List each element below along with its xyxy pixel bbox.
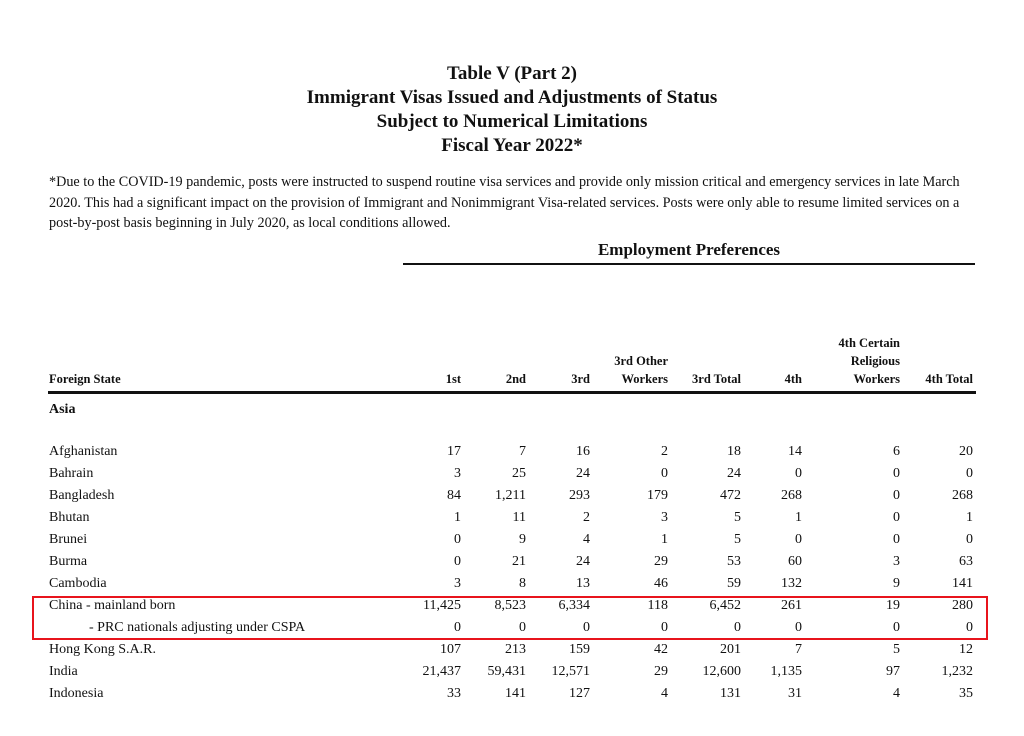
- foreign-state-name: - PRC nationals adjusting under CSPA: [89, 620, 306, 635]
- cell-fourth: 132: [781, 576, 802, 591]
- cell-third-total: 201: [720, 642, 741, 657]
- group-header-rule: [403, 263, 975, 265]
- cell-fourth: 0: [795, 466, 802, 481]
- cell-third-total: 472: [720, 488, 741, 503]
- cell-first: 11,425: [423, 598, 461, 613]
- foreign-state-name: Bahrain: [49, 466, 94, 481]
- cell-second: 25: [512, 466, 526, 481]
- cell-third-other-workers: 42: [654, 642, 668, 657]
- col-header-line: Religious: [850, 354, 900, 368]
- foreign-state-name: Hong Kong S.A.R.: [49, 642, 156, 657]
- cell-fourth-total: 0: [966, 532, 973, 547]
- cell-third-other-workers: 29: [654, 664, 668, 679]
- cell-third-other-workers: 179: [647, 488, 668, 503]
- cell-second: 59,431: [487, 664, 526, 679]
- cell-fourth-religious-workers: 9: [893, 576, 900, 591]
- fiscal-year: Fiscal Year 2022*: [441, 135, 583, 156]
- cell-third-other-workers: 118: [647, 598, 668, 613]
- cell-fourth-total: 0: [966, 620, 973, 635]
- cell-first: 21,437: [422, 664, 461, 679]
- cell-fourth: 0: [795, 532, 802, 547]
- cell-third: 16: [576, 444, 590, 459]
- cell-fourth-religious-workers: 19: [886, 598, 900, 613]
- cell-second: 11: [512, 510, 526, 525]
- header-rule: [48, 391, 976, 394]
- table-number: Table V (Part 2): [446, 63, 577, 84]
- cell-second: 141: [505, 686, 526, 701]
- foreign-state-name: Burma: [49, 554, 88, 569]
- cell-third-other-workers: 2: [661, 444, 668, 459]
- cell-third-other-workers: 0: [661, 620, 668, 635]
- col-header-foreign-state: Foreign State: [49, 372, 121, 386]
- table-title: Immigrant Visas Issued and Adjustments of Status: [306, 87, 718, 108]
- table-row: [0, 466, 1024, 488]
- cell-fourth-total: 141: [952, 576, 973, 591]
- cell-fourth-religious-workers: 0: [893, 466, 900, 481]
- col-header-line: 3rd Other: [614, 354, 668, 368]
- table-row: [0, 642, 1024, 664]
- cell-fourth: 0: [795, 620, 802, 635]
- cell-first: 0: [454, 620, 461, 635]
- cell-first: 1: [454, 510, 461, 525]
- cell-second: 7: [519, 444, 526, 459]
- cell-third: 2: [583, 510, 590, 525]
- cell-third: 4: [583, 532, 590, 547]
- table-subtitle: Subject to Numerical Limitations: [376, 111, 648, 132]
- cell-first: 0: [454, 532, 461, 547]
- table-row: [0, 686, 1024, 708]
- cell-first: 107: [440, 642, 461, 657]
- foreign-state-name: India: [49, 664, 78, 679]
- cell-fourth-religious-workers: 4: [893, 686, 900, 701]
- col-header-3rd-total: 3rd Total: [692, 372, 741, 386]
- cell-third-total: 53: [727, 554, 741, 569]
- cell-third: 12,571: [551, 664, 590, 679]
- cell-third-other-workers: 29: [654, 554, 668, 569]
- col-header-line: Workers: [853, 372, 900, 386]
- cell-first: 3: [454, 466, 461, 481]
- employment-preferences-header: Employment Preferences: [597, 240, 781, 259]
- cell-third-other-workers: 3: [661, 510, 668, 525]
- cell-fourth: 60: [788, 554, 802, 569]
- cell-second: 213: [505, 642, 526, 657]
- cell-fourth-total: 268: [952, 488, 973, 503]
- cell-first: 33: [447, 686, 461, 701]
- cell-fourth: 31: [788, 686, 802, 701]
- cell-third: 24: [576, 466, 590, 481]
- table-row: [0, 488, 1024, 510]
- table-title-block: [0, 62, 1024, 158]
- covid-footnote: *Due to the COVID-19 pandemic, posts were instructed to suspend routine visa services and provide only mission critical and emergency services in late March 2020. This had a significant impact on the provision of Immigrant and Nonimmigrant Visa-related services. Posts were only able to resume limited services on a post-by-post basis beginning in July 2020, as local conditions allowed.: [49, 174, 960, 231]
- cell-third-other-workers: 1: [661, 532, 668, 547]
- cell-first: 84: [447, 488, 461, 503]
- cell-fourth-religious-workers: 6: [893, 444, 900, 459]
- col-header-1st: 1st: [445, 372, 461, 386]
- cell-fourth: 1: [795, 510, 802, 525]
- cell-fourth-religious-workers: 97: [886, 664, 900, 679]
- cell-second: 1,211: [495, 488, 526, 503]
- cell-second: 9: [519, 532, 526, 547]
- col-header-4th-total: 4th Total: [925, 372, 973, 386]
- cell-fourth-total: 0: [966, 466, 973, 481]
- table-row: [0, 576, 1024, 598]
- table-row: [0, 664, 1024, 686]
- cell-third-total: 5: [734, 510, 741, 525]
- cell-third-other-workers: 46: [654, 576, 668, 591]
- cell-fourth-religious-workers: 0: [893, 488, 900, 503]
- cell-fourth-total: 20: [959, 444, 973, 459]
- cell-third-total: 5: [734, 532, 741, 547]
- cell-fourth-total: 280: [952, 598, 973, 613]
- cell-fourth-total: 35: [959, 686, 973, 701]
- cell-third: 159: [569, 642, 590, 657]
- cell-fourth: 268: [781, 488, 802, 503]
- cell-first: 3: [454, 576, 461, 591]
- cell-third: 0: [583, 620, 590, 635]
- table-row: [0, 444, 1024, 466]
- cell-third: 127: [569, 686, 590, 701]
- cell-third-total: 6,452: [709, 598, 741, 613]
- cell-third-total: 0: [734, 620, 741, 635]
- foreign-state-name: Cambodia: [49, 576, 107, 591]
- cell-third-other-workers: 4: [661, 686, 668, 701]
- cell-fourth-religious-workers: 0: [893, 510, 900, 525]
- col-header-line: Workers: [621, 372, 668, 386]
- cell-fourth-total: 12: [959, 642, 973, 657]
- foreign-state-name: Brunei: [49, 532, 88, 547]
- cell-second: 21: [512, 554, 526, 569]
- cell-third: 6,334: [558, 598, 590, 613]
- cell-fourth-religious-workers: 3: [893, 554, 900, 569]
- table-row: [0, 532, 1024, 554]
- cell-third-total: 12,600: [702, 664, 741, 679]
- cell-third-total: 24: [727, 466, 741, 481]
- cell-third-total: 59: [727, 576, 741, 591]
- cell-second: 8: [519, 576, 526, 591]
- cell-fourth-total: 63: [959, 554, 973, 569]
- cell-third-total: 18: [727, 444, 741, 459]
- cell-fourth: 261: [781, 598, 802, 613]
- region-label: Asia: [49, 402, 76, 417]
- cell-fourth-religious-workers: 0: [893, 532, 900, 547]
- cell-third-other-workers: 0: [661, 466, 668, 481]
- col-header-3rd-other-workers: [614, 352, 668, 388]
- foreign-state-name: Bangladesh: [49, 488, 115, 503]
- cell-second: 8,523: [494, 598, 526, 613]
- cell-fourth: 7: [795, 642, 802, 657]
- foreign-state-name: Indonesia: [49, 686, 104, 701]
- foreign-state-name: China - mainland born: [49, 598, 176, 613]
- col-header-4th: 4th: [784, 372, 802, 386]
- col-header-4th-religious-workers: [839, 334, 900, 388]
- cell-second: 0: [519, 620, 526, 635]
- cell-third: 293: [569, 488, 590, 503]
- cell-third: 13: [576, 576, 590, 591]
- cell-first: 17: [447, 444, 461, 459]
- cell-third: 24: [576, 554, 590, 569]
- table-row: [0, 554, 1024, 576]
- col-header-3rd: 3rd: [571, 372, 590, 386]
- cell-fourth-religious-workers: 5: [893, 642, 900, 657]
- table-row: [0, 510, 1024, 532]
- col-header-2nd: 2nd: [505, 372, 526, 386]
- cell-fourth-religious-workers: 0: [893, 620, 900, 635]
- highlight-box: [32, 596, 988, 640]
- foreign-state-name: Bhutan: [49, 510, 90, 525]
- cell-fourth-total: 1: [966, 510, 973, 525]
- col-header-line: 4th Certain: [838, 336, 900, 350]
- cell-fourth: 14: [788, 444, 802, 459]
- cell-third-total: 131: [720, 686, 741, 701]
- cell-first: 0: [454, 554, 461, 569]
- cell-fourth-total: 1,232: [941, 664, 973, 679]
- foreign-state-name: Afghanistan: [49, 444, 118, 459]
- cell-fourth: 1,135: [770, 664, 802, 679]
